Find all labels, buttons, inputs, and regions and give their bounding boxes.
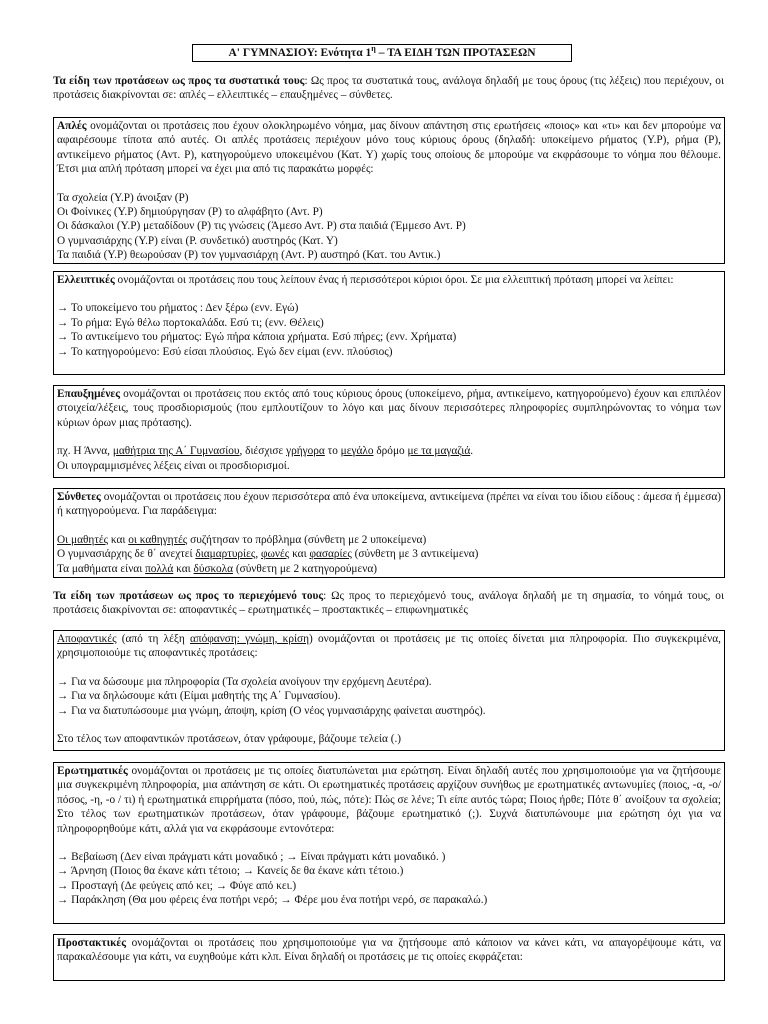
compound-def-text: ονομάζονται οι προτάσεις που έχουν περισσότερα από ένα υποκείμενα, αντικείμενα (πρέπει να είναι του ίδιου είδους : άμεσα ή έμμεσα) ή κατηγορούμενα. Για παράδειγμα: <box>57 491 721 518</box>
interrogative-example: → Προσταγή (Δε φεύγεις από κει; → Φύγε από κει.) <box>57 879 297 892</box>
box-imperative-sentences <box>53 934 725 981</box>
elliptical-example: → Το υποκείμενο του ρήματος : Δεν ξέρω (ενν. Εγώ) <box>57 302 299 315</box>
extended-note: Οι υπογραμμισμένες λέξεις είναι οι προσδιορισμοί. <box>57 459 290 472</box>
interrogative-example: → Παράκληση (Θα μου φέρεις ένα ποτήρι νερό; → Φέρε μου ένα ποτήρι νερό, σε παρακαλώ.) <box>57 894 488 907</box>
box-extended-sentences <box>53 385 725 478</box>
compound-example <box>57 562 721 576</box>
modifier-word: μεγάλο <box>340 445 374 458</box>
declarative-example: → Για να δηλώσουμε κάτι (Είμαι μαθητής της Α΄ Γυμνασίου). <box>57 690 341 703</box>
compound-term: Σύνθετες <box>57 491 101 503</box>
imperative-term: Προστακτικές <box>57 937 126 949</box>
interrogative-example: → Βεβαίωση (Δεν είναι πράγματι κάτι μοναδικό ; → Είναι πράγματι κάτι μοναδικό. ) <box>57 851 446 864</box>
example-text: πχ. Η Άννα, <box>57 445 113 458</box>
example-text: (σύνθετη με 3 αντικείμενα) <box>351 548 479 561</box>
declarative-etymology: απόφανση: γνώμη, κρίση <box>189 633 310 645</box>
elliptical-example: → Το κατηγορούμενο: Εσύ είσαι πλούσιος. Εγώ δεν είμαι (ενν. πλούσιος) <box>57 345 393 358</box>
example-text: Τα μαθήματα είναι <box>57 562 146 575</box>
box-simple-sentences <box>53 117 725 264</box>
simple-definition <box>57 119 721 177</box>
example-text: . <box>470 445 474 458</box>
declarative-example: → Για να δώσουμε μια πληροφορία (Τα σχολεία ανοίγουν την ερχόμενη Δευτέρα). <box>57 675 432 688</box>
simple-example: Τα παιδιά (Υ.Ρ) θεωρούσαν (Ρ) τον γυμνασιάρχη (Αντ. Ρ) αυστηρό (Κατ. του Αντικ.) <box>57 249 441 262</box>
modifier-word: μαθήτρια της Α΄ Γυμνασίου <box>112 445 240 458</box>
imperative-def-text: ονομάζονται οι προτάσεις που χρησιμοποιούμε για να ζητήσουμε από κάποιον να κάνει κάτι, να απαγορέψουμε κάτι, να παρακαλέσουμε για κάτι, να ευχηθούμε κάτι κλπ. Είναι δηλαδή οι προτάσεις με τις οποίες εκφράζεται: <box>57 937 721 964</box>
title-superscript: η <box>371 44 376 54</box>
simple-example: Οι Φοίνικες (Υ.Ρ) δημιούργησαν (Ρ) το αλφάβητο (Αντ. Ρ) <box>57 206 323 219</box>
simple-def-text: ονομάζονται οι προτάσεις που έχουν ολοκληρωμένο νόημα, μας δίνουν απάντηση στις ερωτήσεις «ποιος» και «τι» και δεν μπορούμε να αφαιρέσουμε τίποτα από αυτές. Οι απλές προτάσεις περιέχουν μόνο τους κύριους όρους (δηλαδή: υποκείμενο ρήματος (Υ.Ρ), ρήμα (Ρ), αντικείμενο ρήματος (Αντ. Ρ), κατηγορούμενο υποκειμένου (Κατ. Υ) χωρίς τους οποίους δε μπορούμε να εκφράσουμε το νόημα που θέλουμε. Έτσι μια απλή πρόταση μπορεί να έχει μια από τις παρακάτω μορφές: <box>57 120 721 176</box>
intro-constituents-heading: Τα είδη των προτάσεων ως προς τα συστατικά τους <box>53 75 305 87</box>
interrogative-example: → Άρνηση (Ποιος θα έκανε κάτι τέτοιο; → Κανείς δε θα έκανε κάτι τέτοιο.) <box>57 865 404 878</box>
elliptical-example: → Το ρήμα: Εγώ θέλω πορτοκαλάδα. Εσύ τι; (ενν. Θέλεις) <box>57 316 324 329</box>
simple-example: Τα σχολεία (Υ.Ρ) άνοιξαν (Ρ) <box>57 191 189 204</box>
extended-example <box>57 444 721 458</box>
simple-term: Απλές <box>57 120 87 132</box>
compound-part: διαμαρτυρίες <box>195 548 256 561</box>
elliptical-definition <box>57 273 721 287</box>
example-text: και <box>108 533 129 546</box>
example-text: (σύνθετη με 2 κατηγορούμενα) <box>233 562 378 575</box>
example-text: δρόμο <box>373 445 408 458</box>
compound-part: πολλά <box>145 562 174 575</box>
intro-content <box>53 589 724 618</box>
box-elliptical-sentences <box>53 271 725 375</box>
compound-example <box>57 533 721 547</box>
elliptical-def-text: ονομάζονται οι προτάσεις που τους λείπουν ένας ή περισσότεροι κύριοι όροι. Σε μια ελλειπτική πρόταση μπορεί να λείπει: <box>114 274 674 286</box>
example-text: συζήτησαν το πρόβλημα (σύνθετη με 2 υποκείμενα) <box>187 533 427 546</box>
box-compound-sentences <box>53 488 725 578</box>
intro-constituents <box>53 74 724 103</box>
intro-constituents-text: : Ως προς τα συστατικά τους, ανάλογα δηλαδή με τους όρους (τις λέξεις) που περιέχουν, οι προτάσεις διακρίνονται σε: απλές – ελλειπτικές – επαυξημένες – σύνθετες. <box>53 75 724 102</box>
declarative-def-text: ) ονομάζονται οι προτάσεις με τις οποίες δίνεται μια πληροφορία. Πιο συγκεκριμένα, χρησιμοποιούμε τις αποφαντικές προτάσεις: <box>57 633 721 660</box>
simple-example: Ο γυμνασιάρχης (Υ.Ρ) είναι (Ρ. συνδετικό) αυστηρός (Κατ. Υ) <box>57 234 338 247</box>
example-text: και <box>289 548 310 561</box>
compound-part: Οι μαθητές <box>57 533 109 546</box>
example-text: Ο γυμνασιάρχης δε θ΄ ανεχτεί <box>57 548 196 561</box>
extended-term: Επαυξημένες <box>57 388 120 400</box>
compound-example <box>57 547 721 561</box>
example-text: και <box>173 562 194 575</box>
extended-definition <box>57 387 721 430</box>
title-rest: – ΤΑ ΕΙΔΗ ΤΩΝ ΠΡΟΤΑΣΕΩΝ <box>375 47 536 59</box>
elliptical-example: → Το αντικείμενο του ρήματος: Εγώ πήρα κάποια χρήματα. Εσύ πήρες; (ενν. Χρήματα) <box>57 331 457 344</box>
interrogative-term: Ερωτηματικές <box>57 765 128 777</box>
example-text: , <box>255 548 261 561</box>
intro-content-heading: Τα είδη των προτάσεων ως προς το περιεχόμενό τους <box>53 590 324 602</box>
example-text: , διέσχισε <box>239 445 287 458</box>
modifier-word: γρήγορα <box>286 445 325 458</box>
imperative-definition <box>57 936 721 965</box>
compound-part: φασαρίες <box>309 548 352 561</box>
compound-part: φωνές <box>260 548 290 561</box>
compound-part: δύσκολα <box>193 562 234 575</box>
declarative-ending-note: Στο τέλος των αποφαντικών προτάσεων, όταν γράφουμε, βάζουμε τελεία (.) <box>57 733 402 746</box>
intro-content-text: : Ως προς το περιεχόμενό τους, ανάλογα δηλαδή με τη σημασία, το νόημά τους, οι προτάσεις διακρίνονται σε: αποφαντικές – ερωτηματικές – προστακτικές – επιφωνηματικές <box>53 590 724 617</box>
box-interrogative-sentences <box>53 762 725 924</box>
title-main: Α' ΓΥΜΝΑΣΙΟΥ: Ενότητα 1 <box>228 47 372 59</box>
modifier-word: με τα μαγαζιά <box>407 445 471 458</box>
declarative-def-text: (από τη λέξη <box>116 633 190 645</box>
extended-def-text: ονομάζονται οι προτάσεις που εκτός από τους κύριους όρους (υποκείμενο, ρήμα, αντικείμενο, κατηγορούμενο) έχουν και επιπλέον στοιχεία/λέξεις, τους προσδιορισμούς (που εμπλουτίζουν το λόγο και μας δίνουν περισσότερες πληροφορίες συμπληρώνοντας το νόημα των κύριων όρων μιας πρότασης). <box>57 388 721 429</box>
example-text: το <box>324 445 341 458</box>
declarative-term: Αποφαντικές <box>57 633 117 645</box>
compound-part: οι καθηγητές <box>128 533 188 546</box>
declarative-example: → Για να διατυπώσουμε μια γνώμη, άποψη, κρίση (Ο νέος γυμνασιάρχης φαίνεται αυστηρός). <box>57 704 486 717</box>
simple-example: Οι δάσκαλοι (Υ.Ρ) μεταδίδουν (Ρ) τις γνώσεις (Άμεσο Αντ. Ρ) στα παιδιά (Έμμεσο Αντ. Ρ) <box>57 220 466 233</box>
interrogative-definition <box>57 764 721 836</box>
declarative-definition <box>57 632 721 661</box>
page-title <box>192 44 572 62</box>
box-declarative-sentences <box>53 630 725 751</box>
elliptical-term: Ελλειπτικές <box>57 274 115 286</box>
interrogative-def-text: ονομάζονται οι προτάσεις με τις οποίες διατυπώνεται μια ερώτηση. Είναι δηλαδή αυτές που χρησιμοποιούμε για να ζητήσουμε μια συγκεκριμένη πληροφορία, μια απάντηση σε κάτι. Οι ερωτηματικές προτάσεις αρχίζουν συνήθως με ερωτηματικές αντωνυμίες (ποιος, -α, -ο/ πόσος, -η, -ο / τι) ή ερωτηματικά επιρρήματα (πόσο, πού, πώς, πότε): Πώς σε λένε; Τι είπε αυτός τώρα; Ποιος ήρθε; Πότε θ΄ ανοίξουν τα σχολεία; Στο τέλος των ερωτηματικών προτάσεων, όταν γράφουμε, βάζουμε ερωτηματικό (;). Συχνά διατυπώνουμε μια ερώτηση όχι για να πληροφορηθούμε κάτι, αλλά για να εκφράσουμε εντονότερα: <box>57 765 721 835</box>
compound-definition <box>57 490 721 519</box>
